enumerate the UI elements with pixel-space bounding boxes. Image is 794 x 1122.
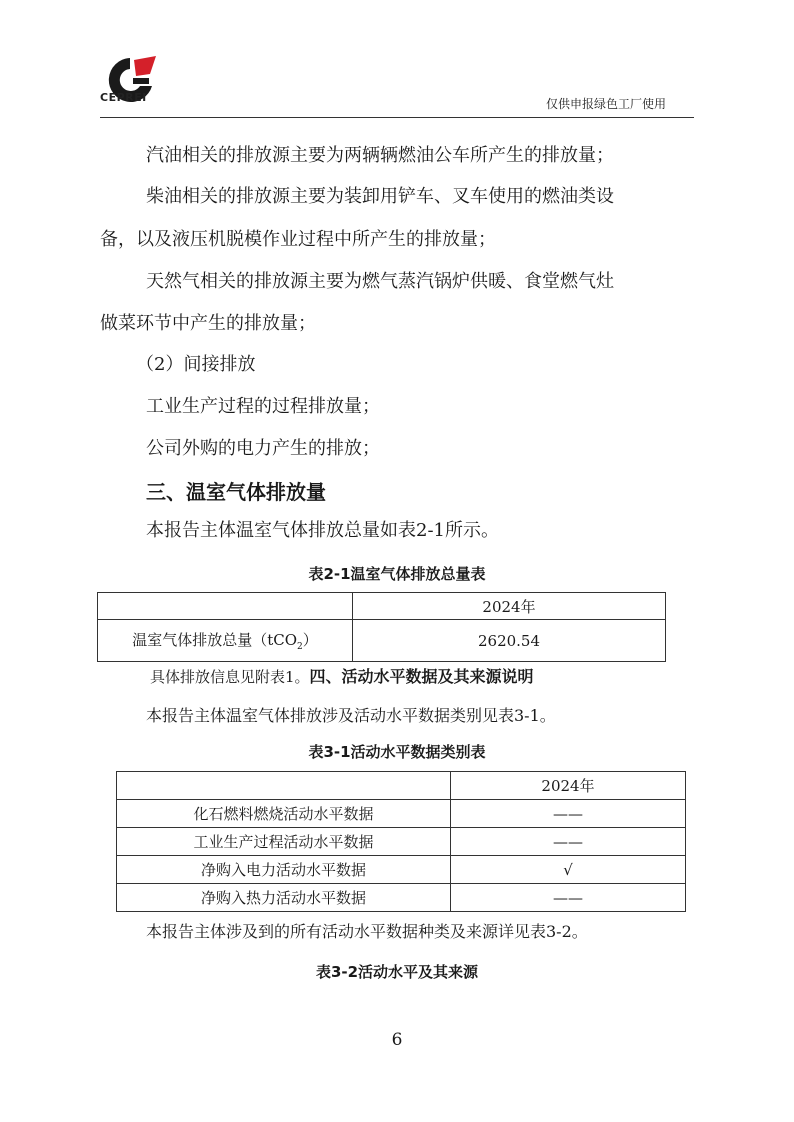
paragraph-diesel-line2: 备，以及液压机脱模作业过程中所产生的排放量； (100, 229, 496, 250)
paragraph-indirect: （2）间接排放 (136, 354, 256, 375)
paragraph-activity-intro: 本报告主体温室气体排放涉及活动水平数据类别见表3-1。 (146, 706, 556, 725)
table-row (117, 828, 686, 856)
table-3-2-caption: 表3-2活动水平及其来源 (315, 963, 479, 981)
table-3-1 (116, 771, 686, 912)
table-empty-header (117, 772, 451, 800)
paragraph-gasoline: 汽油相关的排放源主要为两辆辆燃油公车所产生的排放量； (146, 145, 614, 166)
table-row (117, 856, 686, 884)
paragraph-gas-line2: 做菜环节中产生的排放量； (100, 313, 316, 334)
table-row (117, 884, 686, 912)
table-row-label: 温室气体排放总量（tCO$_2$） (98, 620, 353, 662)
row-label: 净购入热力活动水平数据 (117, 884, 451, 912)
section-heading-4: 四、活动水平数据及其来源说明 (309, 667, 534, 686)
page-number: 6 (391, 1030, 403, 1050)
logo-text: CEPREI (100, 91, 147, 104)
row-value: —— (451, 884, 686, 912)
paragraph-industrial: 工业生产过程的过程排放量； (146, 396, 380, 417)
table-year-header: 2024年 (451, 772, 686, 800)
header-note: 仅供申报绿色工厂使用 (545, 97, 666, 111)
row-value: √ (451, 856, 686, 884)
table-empty-header (98, 593, 353, 620)
row-value: —— (451, 800, 686, 828)
table-2-1-caption: 表2-1温室气体排放总量表 (308, 565, 486, 583)
paragraph-electricity: 公司外购的电力产生的排放； (146, 438, 380, 459)
paragraph-gas-line1: 天然气相关的排放源主要为燃气蒸汽锅炉供暖、食堂燃气灶 (146, 271, 614, 292)
paragraph-appendix-line (150, 664, 534, 687)
table-3-1-caption: 表3-1活动水平数据类别表 (308, 743, 486, 761)
paragraph-sources-intro: 本报告主体涉及到的所有活动水平数据种类及来源详见表3-2。 (146, 922, 588, 941)
table-row (117, 800, 686, 828)
paragraph-total-intro: 本报告主体温室气体排放总量如表2-1所示。 (146, 520, 499, 541)
paragraph-diesel-line1: 柴油相关的排放源主要为装卸用铲车、叉车使用的燃油类设 (146, 186, 614, 207)
row-label: 净购入电力活动水平数据 (117, 856, 451, 884)
table-total-value: 2620.54 (353, 620, 666, 662)
row-value: —— (451, 828, 686, 856)
table-2-1 (97, 592, 666, 662)
row-label: 工业生产过程活动水平数据 (117, 828, 451, 856)
table-year-header: 2024年 (353, 593, 666, 620)
section-heading-3: 三、温室气体排放量 (146, 480, 326, 504)
header-divider (100, 117, 694, 118)
appendix-note: 具体排放信息见附表1。 (150, 668, 310, 686)
row-label: 化石燃料燃烧活动水平数据 (117, 800, 451, 828)
